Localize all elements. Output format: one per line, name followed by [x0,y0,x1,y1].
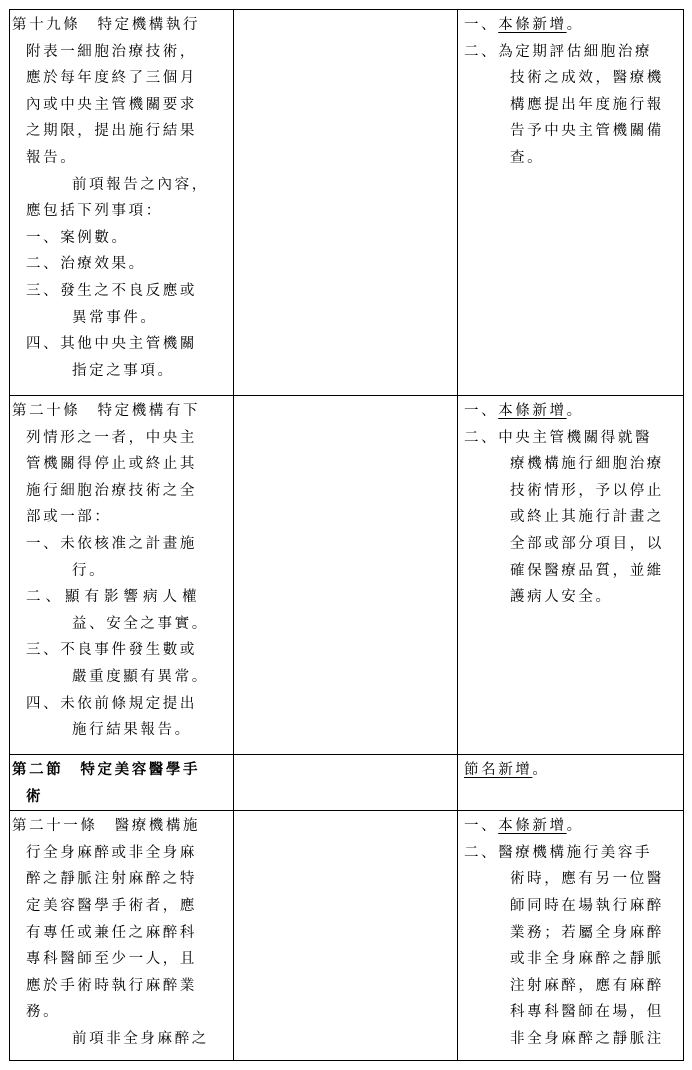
explanation-continuation: 技術情形，予以停止 [510,482,664,499]
list-item-continuation: 益、安全之事實。 [72,615,209,632]
section-heading: 第二節 特定美容醫學手 [12,761,201,778]
article-text-line: 應於手術時執行麻醉業 [26,977,197,994]
explanation-continuation: 護病人安全。 [510,589,613,606]
explanation-continuation: 構應提出年度施行報 [510,96,664,113]
article-text-line: 應於每年度終了三個月 [26,70,197,87]
explanation-continuation: 業務；若屬全身麻醉 [510,924,664,941]
list-item: 一、案例數。 [26,229,129,246]
article-text-line: 管機關得停止或終止其 [26,456,197,473]
article-text-line: 行全身麻醉或非全身麻 [26,844,197,861]
list-item: 二、治療效果。 [26,256,146,273]
article-text-line: 醉之靜脈注射麻醉之特 [26,871,197,888]
table-row-section-2 [10,755,684,811]
explanation-item: 二、為定期評估細胞治療 [464,43,653,60]
section-heading-continuation: 術 [26,787,44,805]
current-text-cell [234,811,458,1061]
explanation-item: 一、本條新增。 [464,17,584,33]
article-heading: 第二十一條 醫療機構施 [12,818,201,835]
explanation-item: 二、中央主管機關得就醫 [464,429,653,446]
list-item: 三、不良事件發生數或 [26,642,197,659]
explanation-continuation: 或非全身麻醉之靜脈 [510,951,664,968]
new-text-cell [10,396,234,755]
table-row-article-20 [10,396,684,755]
new-text-cell [10,10,234,396]
explanation-item: 一、本條新增。 [464,818,584,835]
current-text-cell [234,396,458,755]
explanation-continuation: 師同時在場執行麻醉 [510,897,664,914]
article-text-line: 報告。 [26,149,78,166]
explanation-item: 二、醫療機構施行美容手 [464,844,653,861]
explanation-continuation: 科專科醫師在場，但 [510,1004,664,1021]
list-item-continuation: 行。 [72,562,107,579]
table-row-article-19 [10,10,684,396]
list-item-continuation: 異常事件。 [72,309,158,326]
explanation-cell [458,811,684,1061]
explanation-continuation: 查。 [510,149,545,166]
explanation-continuation: 或終止其施行計畫之 [510,509,664,526]
list-item: 二、顯有影響病人權 [26,589,202,606]
list-item-continuation: 嚴重度顯有異常。 [72,668,209,685]
table-row-article-21 [10,811,684,1061]
article-text-line: 施行細胞治療技術之全 [26,482,197,499]
article-text-line: 內或中央主管機關要求 [26,96,197,113]
explanation-continuation: 非全身麻醉之靜脈注 [510,1030,664,1047]
article-heading: 第十九條 特定機構執行 [12,17,201,33]
new-text-cell [10,811,234,1061]
explanation-continuation: 注射麻醉，應有麻醉 [510,977,664,994]
explanation-item: 節名新增。 [464,762,550,778]
section-heading-cell [10,755,234,811]
article-text-line: 有專任或兼任之麻醉科 [26,924,197,941]
explanation-cell [458,10,684,396]
list-item: 四、其他中央主管機關 [26,336,197,353]
regulation-comparison-table [9,9,684,1061]
explanation-continuation: 技術之成效，醫療機 [510,70,664,87]
list-item-continuation: 指定之事項。 [72,362,175,379]
underlined-text: 節名新增 [464,762,533,778]
article-text-line: 列情形之一者，中央主 [26,429,197,446]
article-text-line: 專科醫師至少一人，且 [26,951,197,968]
list-item: 一、未依核准之計畫施 [26,535,197,552]
paragraph-start: 前項非全身麻醉之 [72,1030,209,1047]
article-text-line: 定美容醫學手術者，應 [26,897,197,914]
underlined-text: 本條新增 [498,17,567,33]
explanation-item: 一、本條新增。 [464,403,584,419]
explanation-cell [458,755,684,811]
article-text-line: 應包括下列事項： [26,203,163,220]
underlined-text: 本條新增 [498,403,567,419]
current-text-cell [234,755,458,811]
list-item: 三、發生之不良反應或 [26,282,197,299]
explanation-cell [458,396,684,755]
explanation-continuation: 確保醫療品質，並維 [510,562,664,579]
paragraph-start: 前項報告之內容， [72,176,209,193]
explanation-continuation: 全部或部分項目，以 [510,535,664,552]
list-item-continuation: 施行結果報告。 [72,722,192,739]
article-text-line: 附表一細胞治療技術， [26,43,197,60]
article-text-line: 部或一部： [26,509,112,526]
explanation-continuation: 告予中央主管機關備 [510,123,664,140]
article-text-line: 務。 [26,1004,61,1021]
article-heading: 第二十條 特定機構有下 [12,403,201,419]
article-text-line: 之期限，提出施行結果 [26,123,197,140]
current-text-cell [234,10,458,396]
list-item: 四、未依前條規定提出 [26,695,197,712]
explanation-continuation: 療機構施行細胞治療 [510,456,664,473]
explanation-continuation: 術時，應有另一位醫 [510,871,664,888]
underlined-text: 本條新增 [498,818,567,835]
